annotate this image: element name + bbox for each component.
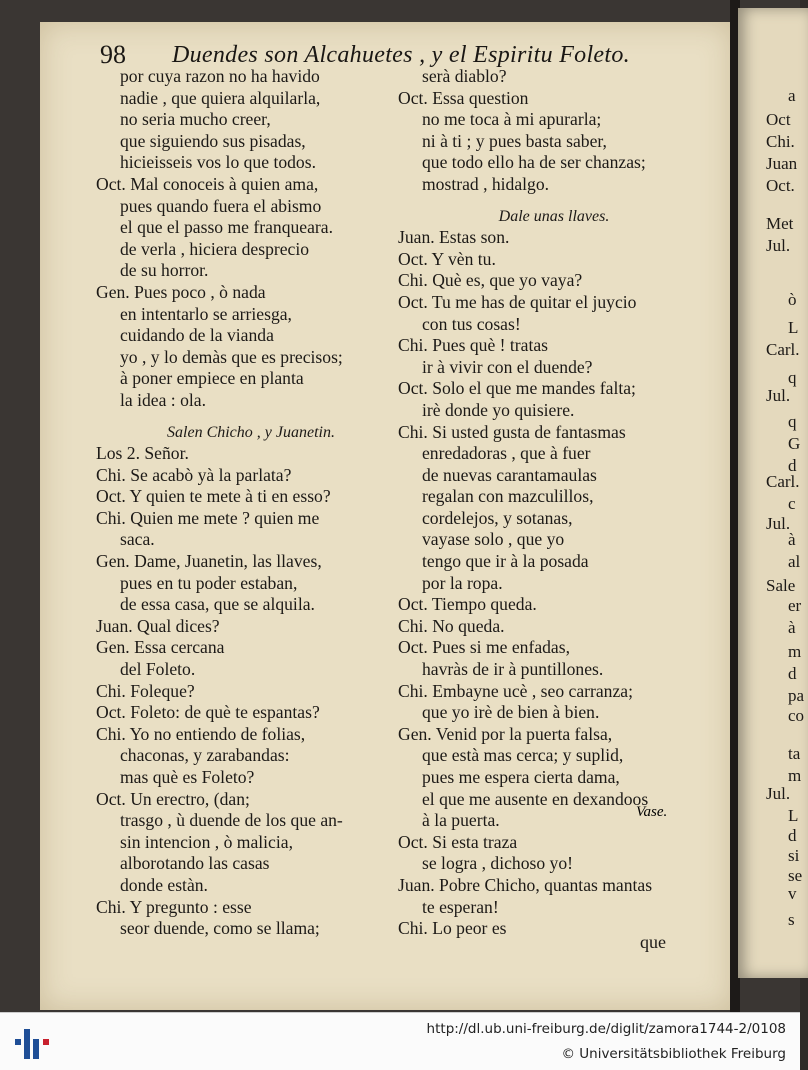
text-line: Chi. Foleque? [96, 680, 195, 701]
facing-page-fragment: Jul. [766, 236, 791, 255]
text-line: el que me ausente en dexandoos [422, 788, 649, 809]
text-line: Los 2. Señor. [96, 443, 189, 464]
text-line: te esperan! [422, 896, 499, 917]
facing-page-fragment: G [788, 434, 801, 453]
facing-page-fragment: m [788, 642, 802, 661]
facing-page-fragment: Oct [766, 110, 791, 129]
text-line: Gen. Pues poco , ò nada [96, 281, 266, 302]
text-line: Oct. Y vèn tu. [398, 248, 496, 269]
text-line: saca. [120, 529, 155, 550]
text-line: cordelejos, y sotanas, [422, 507, 573, 528]
text-line: ir à vivir con el duende? [422, 356, 593, 377]
facing-page-fragment: à [788, 530, 796, 549]
facing-page-fragment: v [788, 884, 797, 903]
text-line: pues quando fuera el abismo [120, 195, 322, 216]
text-line: Oct. Tiempo queda. [398, 594, 537, 615]
text-line: que todo ello ha de ser chanzas; [422, 152, 646, 173]
facing-page-fragment: L [788, 318, 799, 337]
text-line: Oct. Foleto: de què te espantas? [96, 702, 320, 723]
facing-page-fragment: q [788, 368, 797, 387]
text-line: Juan. Pobre Chicho, quantas mantas [398, 874, 653, 895]
text-line: serà diablo? [422, 66, 507, 86]
text-line: Chi. Y pregunto : esse [96, 896, 252, 917]
text-line: por la ropa. [422, 572, 503, 593]
facing-page-fragment: Oct. [766, 176, 795, 195]
text-line: Oct. Y quien te mete à ti en esso? [96, 486, 331, 507]
facing-page-fragment: Juan [766, 154, 798, 173]
text-line: pues me espera cierta dama, [422, 767, 620, 787]
text-line: à la puerta. [422, 810, 500, 831]
text-line: en intentarlo se arriesga, [120, 303, 292, 324]
text-line: que siguiendo sus pisadas, [120, 130, 306, 151]
text-line: tengo que ir à la posada [422, 551, 589, 572]
facing-page-fragment: si [788, 846, 800, 865]
text-line: Chi. Què es, que yo vaya? [398, 270, 583, 291]
text-line: trasgo , ù duende de los que an- [120, 810, 343, 831]
facing-page-fragment: al [788, 552, 801, 571]
catchword: que [640, 932, 666, 952]
facing-page-fragment: Chi. [766, 132, 795, 151]
text-line: chaconas, y zarabandas: [120, 745, 290, 766]
text-line: Chi. Yo no entiendo de folias, [96, 723, 306, 744]
text-line: con tus cosas! [422, 313, 521, 334]
text-line: Oct. Mal conoceis à quien ama, [96, 173, 319, 194]
viewer-footer [0, 1012, 800, 1070]
text-line: que yo irè de bien à bien. [422, 702, 600, 723]
text-line: Chi. Se acabò yà la parlata? [96, 464, 292, 485]
facing-page-fragment: Jul. [766, 386, 791, 405]
source-url-link[interactable]: http://dl.ub.uni-freiburg.de/diglit/zamora1744-2/0108 [426, 1021, 786, 1037]
text-line: irè donde yo quisiere. [422, 399, 575, 420]
text-line: regalan con mazculillos, [422, 486, 594, 507]
text-line: del Foleto. [120, 659, 196, 680]
text-line: seor duende, como se llama; [120, 918, 320, 939]
facing-page-fragment: Jul. [766, 784, 791, 803]
text-line: Chi. Embayne ucè , seo carranza; [398, 680, 633, 701]
text-line: Oct. Solo el que me mandes falta; [398, 378, 636, 399]
facing-page-fragment: d [788, 664, 797, 683]
text-line: Chi. No queda. [398, 615, 505, 636]
text-line: nadie , que quiera alquilarla, [120, 87, 321, 108]
facing-page-fragment: s [788, 910, 795, 929]
text-line: Juan. Qual dices? [96, 615, 220, 636]
text-line: el que el passo me franqueara. [120, 217, 333, 238]
text-line: Chi. Pues què ! tratas [398, 335, 549, 356]
text-line: Gen. Essa cercana [96, 637, 225, 658]
page-number: 98 [100, 40, 126, 69]
facing-page-fragment: m [788, 766, 802, 785]
facing-page-fragment: pa [788, 686, 805, 705]
facing-page-fragment: d [788, 826, 797, 845]
text-line: mas què es Foleto? [120, 767, 255, 787]
text-line: de nuevas carantamaulas [422, 464, 597, 485]
text-line: Chi. Lo peor es [398, 918, 507, 939]
facing-page-fragment: L [788, 806, 799, 825]
facing-page-fragment: q [788, 412, 797, 431]
text-line: Oct. Tu me has de quitar el juycio [398, 291, 637, 312]
facing-page-fragment: co [788, 706, 805, 725]
facing-page-fragment: Carl. [766, 340, 800, 359]
text-line: hicieisseis vos lo que todos. [120, 152, 316, 173]
text-line: de verla , hiciera desprecio [120, 238, 310, 259]
facing-page-fragment: ò [788, 290, 797, 309]
text-line: no me toca à mi apurarla; [422, 109, 602, 130]
facing-page-fragment: d [788, 456, 797, 475]
copyright-text: © Universitätsbibliothek Freiburg [561, 1046, 786, 1062]
text-line: havràs de ir à puntillones. [422, 659, 604, 680]
text-line: por cuya razon no ha havido [120, 66, 320, 86]
text-line: de su horror. [120, 260, 209, 281]
facing-page-fragment: se [788, 866, 803, 885]
facing-page-fragment: er [788, 596, 802, 615]
text-line: Oct. Essa question [398, 87, 529, 108]
text-line [398, 196, 710, 206]
text-line: vayase solo , que yo [422, 529, 565, 550]
text-line: Chi. Si usted gusta de fantasmas [398, 421, 626, 442]
text-line: Juan. Estas son. [398, 227, 510, 248]
text-line: no seria mucho creer, [120, 109, 271, 130]
text-line: de essa casa, que se alquila. [120, 594, 315, 615]
facing-page-fragment: Jul. [766, 514, 791, 533]
facing-page-fragment: c [788, 494, 796, 513]
text-line: à poner empiece en planta [120, 368, 304, 389]
facing-page-fragment: Carl. [766, 472, 800, 491]
stage-direction-vase: Vase. [636, 804, 668, 820]
text-line: mostrad , hidalgo. [422, 173, 550, 194]
text-line: enredadoras , que à fuer [422, 443, 591, 464]
text-line: Dale unas llaves. [498, 207, 610, 225]
text-line: ni à ti ; y pues basta saber, [422, 130, 607, 151]
text-line: Oct. Un erectro, (dan; [96, 788, 250, 809]
facing-page-fragment: à [788, 618, 796, 637]
library-logo-icon [12, 1021, 52, 1061]
text-line: Gen. Dame, Juanetin, las llaves, [96, 551, 322, 572]
text-line: Oct. Si esta traza [398, 831, 518, 852]
facing-page-edge [738, 8, 808, 978]
text-line: pues en tu poder estaban, [120, 572, 298, 593]
text-line: cuidando de la vianda [120, 325, 274, 346]
text-line [96, 412, 406, 422]
facing-page-fragment: ta [788, 744, 801, 763]
text-line: Salen Chicho , y Juanetin. [167, 423, 335, 441]
facing-page-fragment: a [788, 86, 796, 105]
text-line: yo , y lo demàs que es precisos; [120, 346, 343, 367]
text-line: Oct. Pues si me enfadas, [398, 637, 570, 658]
facing-page-fragment: Met [766, 214, 794, 233]
text-line: sin intencion , ò malicia, [120, 831, 293, 852]
left-text-column [96, 66, 406, 940]
text-line: se logra , dichoso yo! [422, 853, 573, 874]
text-line: alborotando las casas [120, 853, 270, 874]
running-title: Duendes son Alcahuetes , y el Espiritu Foleto. [172, 42, 630, 68]
text-line: donde estàn. [120, 874, 208, 895]
facing-page-fragment: Sale [766, 576, 796, 595]
text-line: Gen. Venid por la puerta falsa, [398, 723, 613, 744]
text-line: la idea : ola. [120, 389, 206, 410]
text-line: Chi. Quien me mete ? quien me [96, 507, 320, 528]
text-line: que està mas cerca; y suplid, [422, 745, 624, 766]
